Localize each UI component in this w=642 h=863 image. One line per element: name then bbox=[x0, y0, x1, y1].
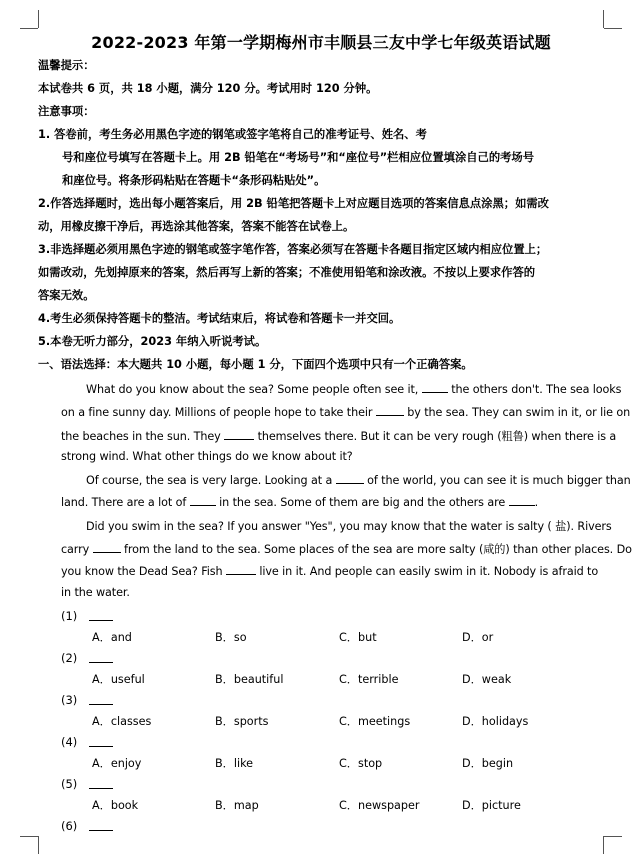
answer-blank bbox=[89, 620, 113, 621]
answer-blank bbox=[89, 788, 113, 789]
crop-mark bbox=[20, 28, 38, 29]
option-b[interactable]: B．sports bbox=[215, 715, 269, 728]
option-c[interactable]: C．meetings bbox=[339, 715, 411, 728]
crop-mark bbox=[20, 836, 38, 837]
question-number: (3) bbox=[61, 693, 78, 707]
question-number: (5) bbox=[61, 777, 78, 791]
option-c[interactable]: C．but bbox=[339, 631, 377, 644]
question-number: (2) bbox=[61, 651, 78, 665]
option-d[interactable]: D．picture bbox=[462, 799, 521, 812]
section-heading: 一、语法选择：本大题共 10 小题，每小题 1 分，下面四个选项中只有一个正确答案。 bbox=[38, 358, 473, 371]
answer-blank bbox=[89, 704, 113, 705]
answer-blank bbox=[190, 495, 216, 506]
tips-heading: 温馨提示： bbox=[38, 59, 95, 72]
answer-blank bbox=[336, 473, 364, 484]
question-number: (6) bbox=[61, 819, 78, 833]
note-line: 5.本卷无听力部分，2023 年纳入听说考试。 bbox=[38, 335, 267, 348]
option-c[interactable]: C．stop bbox=[339, 757, 383, 770]
passage-line: you know the Dead Sea? Fish live in it. And people can easily swim in it. Nobody is afraid to bbox=[61, 565, 599, 578]
option-d[interactable]: D．or bbox=[462, 631, 494, 644]
note-line: 2.作答选择题时，选出每小题答案后，用 2B 铅笔把答题卡上对应题目选项的答案信息点涂黑；如需改 bbox=[38, 197, 549, 210]
answer-blank bbox=[89, 830, 113, 831]
passage-line: strong wind. What other things do we know about it? bbox=[61, 450, 353, 463]
notes-heading: 注意事项： bbox=[38, 105, 95, 118]
passage-line: on a fine sunny day. Millions of people hope to take their by the sea. They can swim in it, or lie on bbox=[61, 406, 631, 419]
question-number: (4) bbox=[61, 735, 78, 749]
note-line: 答案无效。 bbox=[38, 289, 95, 302]
option-a[interactable]: A．enjoy bbox=[92, 757, 142, 770]
note-line: 和座位号。将条形码粘贴在答题卡“条形码粘贴处”。 bbox=[62, 174, 326, 187]
crop-mark bbox=[38, 10, 39, 28]
passage-line: What do you know about the sea? Some people often see it, the others don't. The sea looks bbox=[86, 383, 622, 396]
option-c[interactable]: C．newspaper bbox=[339, 799, 420, 812]
question-number: (1) bbox=[61, 609, 78, 623]
tips-line: 本试卷共 6 页，共 18 小题，满分 120 分。考试用时 120 分钟。 bbox=[38, 82, 378, 95]
answer-blank bbox=[226, 564, 256, 575]
crop-mark bbox=[604, 836, 622, 837]
option-c[interactable]: C．terrible bbox=[339, 673, 399, 686]
option-d[interactable]: D．weak bbox=[462, 673, 512, 686]
answer-blank bbox=[89, 746, 113, 747]
note-line: 号和座位号填写在答题卡上。用 2B 铅笔在“考场号”和“座位号”栏相应位置填涂自己的考场号 bbox=[62, 151, 535, 164]
option-a[interactable]: A．useful bbox=[92, 673, 145, 686]
crop-mark bbox=[38, 836, 39, 854]
note-line: 动，用橡皮擦干净后，再选涂其他答案，答案不能答在试卷上。 bbox=[38, 220, 355, 233]
page-title: 2022-2023 年第一学期梅州市丰顺县三友中学七年级英语试题 bbox=[91, 33, 551, 52]
note-line: 3.非选择题必须用黑色字迹的钢笔或签字笔作答，答案必须写在答题卡各题目指定区域内相应位置上； bbox=[38, 243, 548, 256]
option-b[interactable]: B．so bbox=[215, 631, 247, 644]
answer-blank bbox=[93, 542, 121, 553]
passage-line: land. There are a lot of in the sea. Some of them are big and the others are . bbox=[61, 496, 539, 509]
crop-mark bbox=[603, 836, 604, 854]
option-b[interactable]: B．like bbox=[215, 757, 254, 770]
answer-blank bbox=[422, 382, 448, 393]
crop-mark bbox=[603, 10, 604, 28]
note-line: 如需改动，先划掉原来的答案，然后再写上新的答案；不准使用铅笔和涂改液。不按以上要求作答的 bbox=[38, 266, 536, 279]
answer-blank bbox=[509, 495, 535, 506]
option-a[interactable]: A．classes bbox=[92, 715, 152, 728]
note-line: 4.考生必须保持答题卡的整洁。考试结束后，将试卷和答题卡一并交回。 bbox=[38, 312, 401, 325]
option-a[interactable]: A．book bbox=[92, 799, 139, 812]
passage-line: Of course, the sea is very large. Looking at a of the world, you can see it is much bigger than bbox=[86, 474, 631, 487]
answer-blank bbox=[224, 429, 254, 440]
option-b[interactable]: B．map bbox=[215, 799, 259, 812]
passage-line: the beaches in the sun. They themselves there. But it can be very rough (粗鲁) when there is a bbox=[61, 430, 617, 443]
passage-line: in the water. bbox=[61, 586, 130, 599]
answer-blank bbox=[376, 405, 404, 416]
note-line: 1. 答卷前，考生务必用黑色字迹的钢笔或签字笔将自己的准考证号、姓名、考 bbox=[38, 128, 427, 141]
passage-line: carry from the land to the sea. Some places of the sea are more salty (咸的) than other places. Do bbox=[61, 543, 632, 556]
passage-line: Did you swim in the sea? If you answer "Yes", you may know that the water is salty ( 盐). Rivers bbox=[86, 520, 612, 533]
option-b[interactable]: B．beautiful bbox=[215, 673, 284, 686]
option-d[interactable]: D．holidays bbox=[462, 715, 529, 728]
answer-blank bbox=[89, 662, 113, 663]
crop-mark bbox=[604, 28, 622, 29]
option-a[interactable]: A．and bbox=[92, 631, 132, 644]
option-d[interactable]: D．begin bbox=[462, 757, 514, 770]
